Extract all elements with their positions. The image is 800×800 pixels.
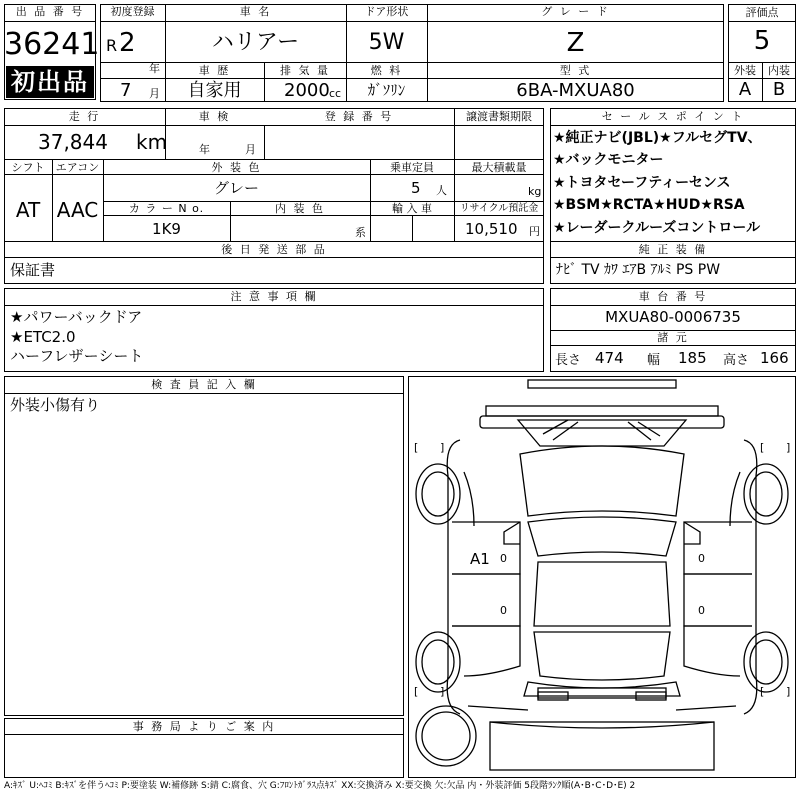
displacement-value: 2000 xyxy=(284,80,330,101)
inspector-text: 外装小傷有り xyxy=(10,396,101,414)
notes-label: 注 意 事 項 欄 xyxy=(230,290,318,303)
score-label: 評価点 xyxy=(745,6,779,19)
office-label: 事 務 局 よ り ご 案 内 xyxy=(132,720,276,733)
fuel-label: 燃 料 xyxy=(370,64,403,77)
inspection-year-unit: 年 xyxy=(199,143,210,156)
equipment-label: 純 正 装 備 xyxy=(638,243,708,256)
zero-mark: 0 xyxy=(500,604,507,617)
load-label: 最大積載量 xyxy=(471,161,527,174)
notes-line: ★ETC2.0 xyxy=(10,328,76,346)
sales-line: ★BSM★RCTA★HUD★RSA xyxy=(553,197,745,213)
ac-label: エアコン xyxy=(55,161,100,174)
int-color-unit: 系 xyxy=(355,226,366,239)
door-value: 5W xyxy=(368,30,405,55)
displacement-label: 排 気 量 xyxy=(280,64,330,77)
name-label: 車 名 xyxy=(239,5,272,18)
capacity-label: 乗車定員 xyxy=(390,161,434,174)
reg-month-unit: 月 xyxy=(149,87,160,100)
history-value: 自家用 xyxy=(187,80,242,101)
height-label: 高さ xyxy=(723,353,750,368)
transfer-label: 譲渡書類期限 xyxy=(466,110,532,123)
later-parts-value: 保証書 xyxy=(10,261,56,279)
color-label: 外 装 色 xyxy=(211,161,262,174)
equipment-value: ﾅﾋﾞ TV ｶﾜ ｴｱB ｱﾙﾐ PS PW xyxy=(556,262,721,278)
shift-value: AT xyxy=(15,198,41,222)
bracket-mark: ] xyxy=(440,685,445,698)
inspection-label: 車 検 xyxy=(198,110,231,123)
mileage-unit: km xyxy=(136,130,168,154)
reg-year-unit: 年 xyxy=(149,62,160,75)
sales-line: ★トヨタセーフティーセンス xyxy=(553,175,731,191)
model-value: 6BA-MXUA80 xyxy=(516,80,635,101)
grade-label: グ レ ー ド xyxy=(541,5,610,18)
reg-era: R xyxy=(106,36,118,55)
reg-label: 初度登録 xyxy=(110,5,155,18)
bracket-mark: ] xyxy=(786,441,791,454)
sales-label: セ ー ル ス ポ イ ン ト xyxy=(601,110,745,123)
color-value: グレー xyxy=(213,179,259,197)
recycle-unit: 円 xyxy=(529,225,540,238)
damage-mark: A1 xyxy=(470,550,490,568)
mileage-value: 37,844 xyxy=(38,130,108,154)
fuel-value: ｶﾞｿﾘﾝ xyxy=(367,81,406,99)
length-value: 474 xyxy=(595,349,624,367)
later-parts-label: 後 日 発 送 部 品 xyxy=(221,243,327,256)
ext-value: A xyxy=(738,79,752,100)
inspector-label: 検 査 員 記 入 欄 xyxy=(151,378,257,391)
import-label: 輸 入 車 xyxy=(392,202,432,215)
sales-line: ★レーダークルーズコントロール xyxy=(553,220,761,236)
bracket-mark: [ xyxy=(414,685,419,698)
capacity-unit: 人 xyxy=(436,184,447,197)
score-value: 5 xyxy=(753,26,771,56)
bracket-mark: ] xyxy=(440,441,445,454)
mileage-label: 走 行 xyxy=(68,110,101,123)
zero-mark: 0 xyxy=(500,552,507,565)
sales-line: ★純正ナビ(JBL)★フルセグTV、 xyxy=(553,130,762,146)
grade-value: Z xyxy=(566,28,585,58)
inspector-section xyxy=(4,376,404,716)
capacity-value: 5 xyxy=(411,179,421,197)
ac-value: AAC xyxy=(56,198,99,222)
reg-month: 7 xyxy=(120,80,132,101)
notes-line: ★パワーバックドア xyxy=(10,308,143,326)
inspection-month-unit: 月 xyxy=(245,143,256,156)
door-label: ドア形状 xyxy=(364,5,409,18)
legend-text: A:ｷｽﾞ U:ﾍｺﾐ B:ｷｽﾞを伴うﾍｺﾐ P:要塗装 W:補修跡 S:錆 C:腐食、穴 G:ﾌﾛﾝﾄｶﾞﾗｽ点ｷｽﾞ XX:交換済み X:要交換 欠:欠品 内・外装評価 5段階ﾗﾝｸ順(A･B･C･D･E) 2 xyxy=(4,781,636,791)
lot-label: 出 品 番 号 xyxy=(15,5,85,18)
plate-label: 登 録 番 号 xyxy=(324,110,394,123)
length-label: 長さ xyxy=(555,353,582,368)
displacement-unit: cc xyxy=(329,87,342,100)
chassis-label: 車 台 番 号 xyxy=(638,290,708,303)
color-no-value: 1K9 xyxy=(152,220,181,238)
zero-mark: 0 xyxy=(698,604,705,617)
shift-label: シフト xyxy=(11,161,45,174)
sales-line: ★バックモニター xyxy=(553,152,664,168)
bracket-mark: [ xyxy=(414,441,419,454)
recycle-label: リサイクル預託金 xyxy=(459,203,539,214)
lot-number: 36241 xyxy=(4,27,100,62)
model-label: 型 式 xyxy=(559,64,592,77)
notes-line: ハーフレザーシート xyxy=(10,347,144,365)
recycle-value: 10,510 xyxy=(465,220,518,238)
bracket-mark: [ xyxy=(760,685,765,698)
history-label: 車 歴 xyxy=(198,64,231,77)
color-no-label: カ ラ ー N o. xyxy=(128,202,205,215)
first-listing-label: 初出品 xyxy=(11,68,89,96)
chassis-value: MXUA80-0006735 xyxy=(605,308,741,326)
int-color-label: 内 装 色 xyxy=(275,202,325,215)
int-label: 内装 xyxy=(768,64,790,77)
zero-mark: 0 xyxy=(698,552,705,565)
width-label: 幅 xyxy=(647,353,661,368)
height-value: 166 xyxy=(760,349,789,367)
dims-label: 諸 元 xyxy=(657,331,689,344)
ext-label: 外装 xyxy=(734,64,756,77)
width-value: 185 xyxy=(678,349,707,367)
load-unit: kg xyxy=(528,185,542,198)
reg-year: 2 xyxy=(119,28,136,58)
int-value: B xyxy=(772,79,786,100)
name-value: ハリアー xyxy=(211,30,300,55)
car-diagram xyxy=(408,376,796,778)
bracket-mark: ] xyxy=(786,685,791,698)
bracket-mark: [ xyxy=(760,441,765,454)
